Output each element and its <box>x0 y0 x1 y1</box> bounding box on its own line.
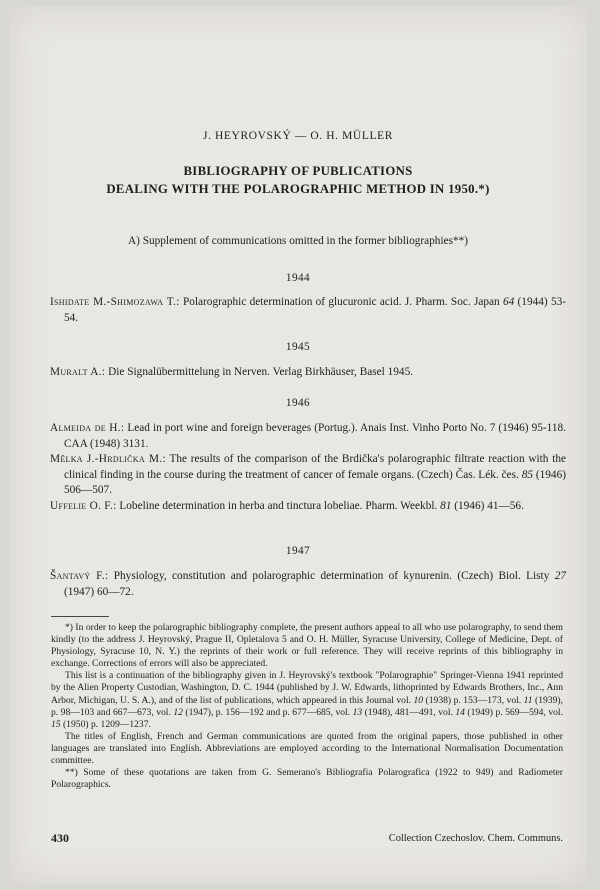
title-line-1: BIBLIOGRAPHY OF PUBLICATIONS <box>183 164 413 178</box>
title-line-2: DEALING WITH THE POLAROGRAPHIC METHOD IN 1950.*) <box>106 182 490 196</box>
entry-volume: 81 <box>440 500 452 512</box>
year-heading-1947: 1947 <box>285 545 311 557</box>
entry-text: Physiology, constitution and polarographic determination of kynurenin. (Czech) Biol. Listy <box>108 570 555 582</box>
bib-entry-melka <box>50 452 566 499</box>
entry-author: Uffelie O. F.: <box>50 500 117 512</box>
entry-author: Šantavý F.: <box>50 570 109 582</box>
bib-entry-ishidate <box>50 295 566 326</box>
entry-text: Lead in port wine and foreign beverages (Portug.). Anais Inst. Vinho Porto No. 7 (1946) 95-118. CAA (1948) 3131. <box>64 422 566 450</box>
entry-text: Polarographic determination of glucuronic acid. J. Pharm. Soc. Japan <box>179 296 503 308</box>
entry-text: (1947) 60—72. <box>64 585 134 598</box>
entry-text: (1946) 41—56. <box>451 500 524 512</box>
entry-volume: 27 <box>554 570 566 582</box>
journal-name: Collection Czechoslov. Chem. Communs. <box>388 833 563 844</box>
year-heading-1944: 1944 <box>285 272 311 284</box>
authors-line: J. HEYROVSKÝ — O. H. MÜLLER <box>203 130 393 142</box>
page-number: 430 <box>51 831 69 845</box>
footnote-1-continuation: This list is a continuation of the bibliography given in J. Heyrovský's textbook "Polarographie" Springer-Vienna 1941 reprinted by the Alien Property Custodian, Washington, D. C. 1944 (published by J. W. Edwards, lithoprinted by Edwards Brothers, Inc., Ann Arbor, Michigan, U. S. A.), and of the list of publications, which appeared in this Journal vol. 10 (1938) p. 153—173, vol. 11 (1939), p. 98—103 and 667—673, vol. 12 (1947), p. 156—192 and p. 677—685, vol. 13 (1948), 481—491, vol. 14 (1949) p. 569—594, vol. 15 (1950) p. 1209—1237. <box>51 670 563 730</box>
footnote-1-titles-note: The titles of English, French and German communications are quoted from the original papers, those published in other languages are translated into English. Abbreviations are employed according to the International Normalisation Documentation committee. <box>51 730 563 767</box>
year-heading-1945: 1945 <box>285 341 311 353</box>
entry-volume: 64 <box>502 296 515 308</box>
bib-entry-almeida <box>50 421 566 452</box>
entry-text: (1944) 53-54. <box>64 296 566 324</box>
footnote-divider <box>51 616 109 617</box>
section-heading: A) Supplement of communications omitted in the former bibliographies**) <box>127 235 469 247</box>
bib-entry-uffelie <box>50 499 566 515</box>
entry-text: Lobeline determination in herba and tinctura lobeliae. Pharm. Weekbl. <box>116 500 441 512</box>
entry-author: Mělka J.-Hrdlička M.: <box>50 453 166 465</box>
entry-text: (1946) 506—507. <box>64 468 566 497</box>
bib-entry-muralt <box>50 365 566 381</box>
entry-author: Muralt A.: <box>50 366 106 378</box>
year-heading-1946: 1946 <box>285 397 311 409</box>
entry-author: Ishidate M.-Shimozawa T.: <box>50 296 180 308</box>
footnote-1: *) In order to keep the polarographic bibliography complete, the present authors appeal to all who use polarography, to send them kindly (to the address J. Heyrovský, Prague II, Opletalova 5 and O. H. Müller, Syracuse University, College of Medicine, Dept. of Physiology, Syracuse 10, N. Y.) the reprints of their work or full reference. They will receive reprints of this bibliography in exchange. Corrections of errors will also be appreciated. <box>51 622 563 670</box>
entry-text: The results of the comparison of the Brdička's polarographic filtrate reaction with the clinical finding in the course during the treatment of cancer of female organs. (Czech) Čas. Lék. čes. <box>64 453 566 481</box>
entry-text: Die Signalübermittelung in Nerven. Verlag Birkhäuser, Basel 1945. <box>105 366 414 378</box>
article-title <box>9 162 587 198</box>
footnotes <box>51 622 563 791</box>
entry-author: Almeida de H.: <box>50 422 125 434</box>
entry-volume: 85 <box>521 468 533 481</box>
bib-entry-santavy <box>50 569 566 600</box>
footnote-2: **) Some of these quotations are taken from G. Semerano's Bibliografia Polarografica (1922 to 949) and Radiometer Polarographics. <box>51 767 563 791</box>
journal-page <box>9 6 587 884</box>
